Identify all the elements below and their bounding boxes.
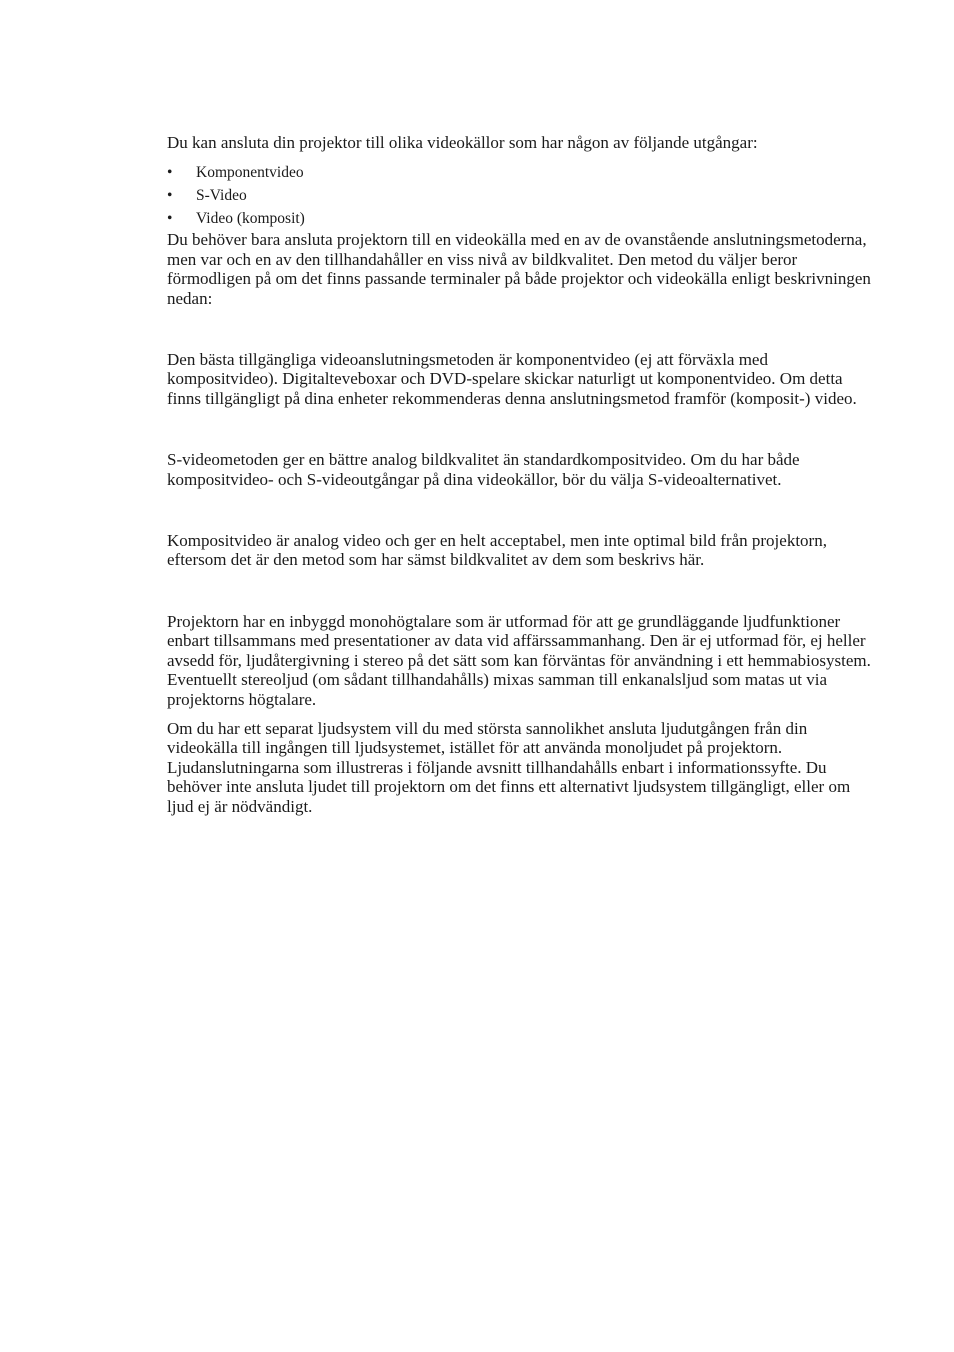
list-item [167,161,877,184]
document-body [167,133,877,816]
composite-video-paragraph: Kompositvideo är analog video och ger en helt acceptabel, men inte optimal bild från projektorn, eftersom det är den metod som har sämst bildkvalitet av dem som beskrivs här. [167,531,827,570]
output-list [167,161,877,230]
list-item-label: Komponentvideo [196,164,304,182]
bullet-icon: • [167,187,173,205]
bullet-icon: • [167,210,173,228]
section-spacer [167,489,877,531]
section-spacer [167,570,877,612]
paragraph-spacer [167,709,877,719]
s-video-paragraph: S-videometoden ger en bättre analog bildkvalitet än standardkompositvideo. Om du har både kompositvideo- och S-videoutgångar på dina videokällor, bör du välja S-videoalternativet. [167,450,800,489]
audio-speaker-paragraph: Projektorn har en inbyggd monohögtalare som är utformad för att ge grundläggande ljudfunktioner enbart tillsammans med presentationer av data vid affärssammanhang. Den är ej utformad för, ej heller avsedd för, ljudåtergivning i stereo på det sätt som kan förväntas för användning i ett hemmabiosystem. Eventuellt stereoljud (om sådant tillhandahålls) mixas samman till enkanalsljud som matas ut via projektorns högtalare. [167,611,871,709]
connection-methods-paragraph: Du behöver bara ansluta projektorn till en videokälla med en av de ovanstående anslutningsmetoderna, men var och en av den tillhandahåller en viss nivå av bildkvalitet. Den metod du väljer beror förmodligen på om det finns passande terminaler på både projektor och videokälla enligt beskrivningen nedan: [167,230,871,308]
list-item-label: S-Video [196,187,247,205]
bullet-icon: • [167,164,173,182]
audio-system-paragraph: Om du har ett separat ljudsystem vill du med största sannolikhet ansluta ljudutgången från din videokälla till ingången till ljudsystemet, istället för att använda monoljudet på projektorn. Ljudanslutningarna som illustreras i följande avsnitt tillhandahålls enbart i informationssyfte. Du behöver inte ansluta ljudet till projektorn om det finns ett alternativt ljudsystem tillgängligt, eller om ljud ej är nödvändigt. [167,718,851,816]
component-video-paragraph: Den bästa tillgängliga videoanslutningsmetoden är komponentvideo (ej att förväxla med kompositvideo). Digitalteveboxar och DVD-spelare skickar naturligt ut komponentvideo. Om detta finns tillgängligt på dina enheter rekommenderas denna anslutningsmetod framför (komposit-) video. [167,350,857,408]
section-spacer [167,308,877,350]
section-spacer [167,408,877,450]
list-item-label: Video (komposit) [196,210,305,228]
list-item [167,184,877,207]
list-item [167,207,877,230]
intro-paragraph: Du kan ansluta din projektor till olika videokällor som har någon av följande utgångar: [167,133,758,152]
